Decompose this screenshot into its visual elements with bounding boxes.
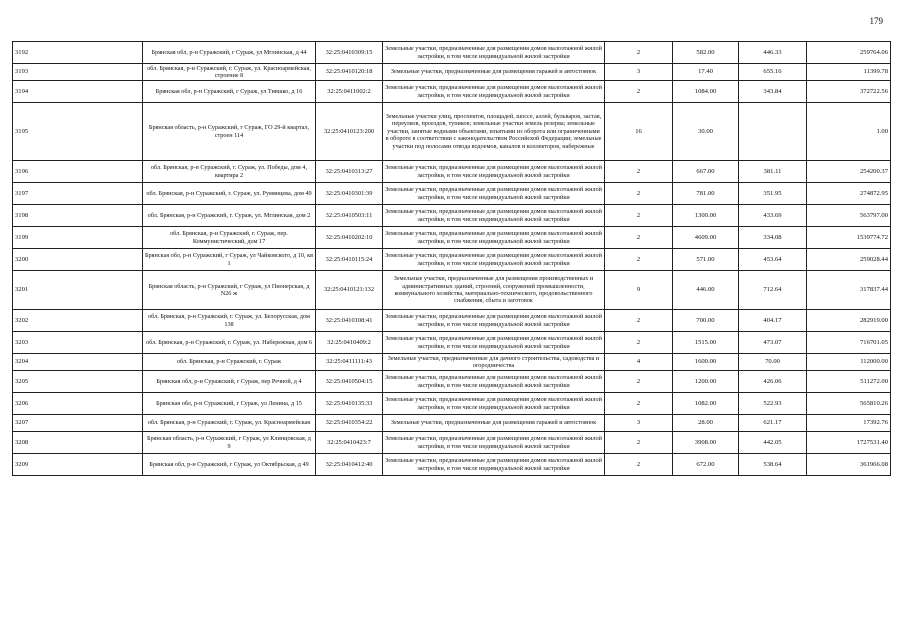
table-row: [13, 64, 891, 81]
row-number: 3201: [13, 271, 143, 310]
address-cell: обл. Брянская, р-н Суражский, г. Сураж: [143, 354, 316, 371]
row-number: 3206: [13, 393, 143, 415]
land-use-cell: Земельные участки, предназначенные для размещения гаражей и автостоянок: [383, 64, 605, 81]
use-group-cell: 3: [605, 415, 673, 432]
row-number: 3208: [13, 432, 143, 454]
cadastral-number-cell: 32:25:0410123:200: [316, 103, 383, 161]
use-group-cell: 3: [605, 64, 673, 81]
use-group-cell: 16: [605, 103, 673, 161]
use-group-cell: 2: [605, 454, 673, 476]
row-number: 3194: [13, 81, 143, 103]
row-number: 3192: [13, 42, 143, 64]
cadastral-number-cell: 32:25:0410412:40: [316, 454, 383, 476]
area-cell: 446.00: [673, 271, 739, 310]
land-use-cell: Земельные участки, предназначенные для размещения домов малоэтажной жилой застройки, в том числе индивидуальной жилой застройки: [383, 183, 605, 205]
cadastral-value-cell: 282919.00: [807, 310, 891, 332]
cadastral-value-cell: 511272.00: [807, 371, 891, 393]
area-cell: 1515.00: [673, 332, 739, 354]
area-cell: 4609.00: [673, 227, 739, 249]
table-row: [13, 415, 891, 432]
cadastral-value-cell: 565810.26: [807, 393, 891, 415]
area-cell: 30.00: [673, 103, 739, 161]
table-row: [13, 205, 891, 227]
address-cell: обл. Брянская, р-н Суражский, г. Сураж, ул. Белорусская, дом 138: [143, 310, 316, 332]
area-cell: 700.00: [673, 310, 739, 332]
address-cell: обл. Брянская, р-н Суражский, г. Сураж, ул. Набережная, дом 6: [143, 332, 316, 354]
specific-value-cell: 426.06: [739, 371, 807, 393]
cadastral-number-cell: 32:25:0411111:43: [316, 354, 383, 371]
table-body: [13, 42, 891, 476]
address-cell: Брянская обл, р-н Суражский, г Сураж, ул Мглинская, д 44: [143, 42, 316, 64]
area-cell: 1200.00: [673, 371, 739, 393]
table-row: [13, 271, 891, 310]
area-cell: 1600.00: [673, 354, 739, 371]
table-row: [13, 371, 891, 393]
table-row: [13, 332, 891, 354]
address-cell: обл. Брянская, р-н Суражский, г. Сураж, пер. Коммунистический, дом 17: [143, 227, 316, 249]
cadastral-number-cell: 32:25:0410120:18: [316, 64, 383, 81]
row-number: 3198: [13, 205, 143, 227]
land-use-cell: Земельные участки, предназначенные для размещения домов малоэтажной жилой застройки, в том числе индивидуальной жилой застройки: [383, 161, 605, 183]
land-use-cell: Земельные участки, предназначенные для размещения домов малоэтажной жилой застройки, в том числе индивидуальной жилой застройки: [383, 205, 605, 227]
table-row: [13, 354, 891, 371]
land-use-cell: Земельные участки, предназначенные для дачного строительства, садоводства и огородничества: [383, 354, 605, 371]
cadastral-value-cell: 716701.05: [807, 332, 891, 354]
table-row: [13, 227, 891, 249]
cadastral-number-cell: 32:25:0410354:22: [316, 415, 383, 432]
row-number: 3204: [13, 354, 143, 371]
address-cell: Брянская обл, р-н Суражский, г Сураж, ул Тившко, д 16: [143, 81, 316, 103]
address-cell: обл. Брянская, р-н Суражский, г. Сураж, ул. Мглинская, дом 2: [143, 205, 316, 227]
specific-value-cell: 433.69: [739, 205, 807, 227]
use-group-cell: 2: [605, 161, 673, 183]
area-cell: 17.40: [673, 64, 739, 81]
table-row: [13, 310, 891, 332]
table-row: [13, 103, 891, 161]
specific-value-cell: 538.64: [739, 454, 807, 476]
specific-value-cell: 446.33: [739, 42, 807, 64]
page-number: 179: [869, 16, 883, 26]
table-row: [13, 183, 891, 205]
specific-value-cell: 522.93: [739, 393, 807, 415]
specific-value-cell: 334.08: [739, 227, 807, 249]
cadastral-value-cell: 259028.44: [807, 249, 891, 271]
use-group-cell: 2: [605, 183, 673, 205]
specific-value-cell: 712.64: [739, 271, 807, 310]
cadastral-number-cell: 32:25:0411002:2: [316, 81, 383, 103]
row-number: 3197: [13, 183, 143, 205]
area-cell: 672.00: [673, 454, 739, 476]
address-cell: Брянская область, р-н Суражский, г Сураж, ул Клинцовская, д 9: [143, 432, 316, 454]
row-number: 3195: [13, 103, 143, 161]
row-number: 3199: [13, 227, 143, 249]
land-use-cell: Земельные участки, предназначенные для размещения домов малоэтажной жилой застройки, в том числе индивидуальной жилой застройки: [383, 81, 605, 103]
address-cell: обл. Брянская, р-н Суражский, г. Сураж, ул. Победы, дом 4, квартира 2: [143, 161, 316, 183]
area-cell: 781.00: [673, 183, 739, 205]
land-use-cell: Земельные участки, предназначенные для размещения домов малоэтажной жилой застройки, в том числе индивидуальной жилой застройки: [383, 393, 605, 415]
cadastral-number-cell: 32:25:0410135:33: [316, 393, 383, 415]
cadastral-number-cell: 32:25:0410115:24: [316, 249, 383, 271]
land-use-cell: Земельные участки, предназначенные для размещения домов малоэтажной жилой застройки, в том числе индивидуальной жилой застройки: [383, 249, 605, 271]
use-group-cell: 2: [605, 42, 673, 64]
cadastral-value-cell: 1727531.40: [807, 432, 891, 454]
land-use-cell: Земельные участки, предназначенные для размещения домов малоэтажной жилой застройки, в том числе индивидуальной жилой застройки: [383, 332, 605, 354]
table-row: [13, 454, 891, 476]
specific-value-cell: [739, 103, 807, 161]
area-cell: 28.00: [673, 415, 739, 432]
specific-value-cell: 343.84: [739, 81, 807, 103]
use-group-cell: 2: [605, 310, 673, 332]
cadastral-number-cell: 32:25:0410108:41: [316, 310, 383, 332]
table-row: [13, 161, 891, 183]
area-cell: 1082.00: [673, 393, 739, 415]
address-cell: обл. Брянская, р-н Суражский, г. Сураж, ул. Румянцева, дом 49: [143, 183, 316, 205]
address-cell: Брянская обл, р-н Суражский, г Сураж, ул Октябрьская, д 49: [143, 454, 316, 476]
address-cell: Брянская область, р-н Суражский, г Сураж, ул Пионерская, д N26 ж: [143, 271, 316, 310]
row-number: 3200: [13, 249, 143, 271]
cadastral-number-cell: 32:25:0410202:10: [316, 227, 383, 249]
specific-value-cell: 453.64: [739, 249, 807, 271]
area-cell: 1300.00: [673, 205, 739, 227]
cadastral-number-cell: 32:25:0410504:15: [316, 371, 383, 393]
table-row: [13, 249, 891, 271]
address-cell: Брянская обл, р-н Суражский, г Сураж, ул Ленина, д 15: [143, 393, 316, 415]
cadastral-number-cell: 32:25:0410309:15: [316, 42, 383, 64]
row-number: 3207: [13, 415, 143, 432]
row-number: 3203: [13, 332, 143, 354]
cadastral-value-cell: 1.00: [807, 103, 891, 161]
specific-value-cell: 351.95: [739, 183, 807, 205]
cadastral-value-cell: 11399.78: [807, 64, 891, 81]
table-row: [13, 81, 891, 103]
specific-value-cell: 473.07: [739, 332, 807, 354]
cadastral-value-cell: 17392.76: [807, 415, 891, 432]
use-group-cell: 2: [605, 393, 673, 415]
address-cell: обл. Брянская, р-н Суражский, г. Сураж, ул. Красноармейская: [143, 415, 316, 432]
cadastral-number-cell: 32:25:0410503:11: [316, 205, 383, 227]
land-use-cell: Земельные участки, предназначенные для размещения домов малоэтажной жилой застройки, в том числе индивидуальной жилой застройки: [383, 310, 605, 332]
cadastral-value-cell: 1539774.72: [807, 227, 891, 249]
cadastral-number-cell: 32:25:0410423:7: [316, 432, 383, 454]
use-group-cell: 2: [605, 227, 673, 249]
area-cell: 582.00: [673, 42, 739, 64]
specific-value-cell: 381.11: [739, 161, 807, 183]
specific-value-cell: 442.05: [739, 432, 807, 454]
address-cell: Брянская обл, р-н Суражский, г Сураж, пер Речной, д 4: [143, 371, 316, 393]
use-group-cell: 4: [605, 354, 673, 371]
specific-value-cell: 621.17: [739, 415, 807, 432]
row-number: 3193: [13, 64, 143, 81]
cadastral-value-cell: 361966.08: [807, 454, 891, 476]
address-cell: Брянская обл, р-н Суражский, г Сураж, ул Чайковского, д 10, кв 1: [143, 249, 316, 271]
use-group-cell: 9: [605, 271, 673, 310]
address-cell: Брянская область, р-н Суражский, г Сураж, ГО 29-й квартал, строен 114: [143, 103, 316, 161]
cadastral-value-cell: 317837.44: [807, 271, 891, 310]
land-use-cell: Земельные участки, предназначенные для размещения гаражей и автостоянок: [383, 415, 605, 432]
land-use-cell: Земельные участки, предназначенные для размещения домов малоэтажной жилой застройки, в том числе индивидуальной жилой застройки: [383, 42, 605, 64]
land-use-cell: Земельные участки, предназначенные для размещения домов малоэтажной жилой застройки, в том числе индивидуальной жилой застройки: [383, 454, 605, 476]
cadastral-value-cell: 372722.56: [807, 81, 891, 103]
address-cell: обл. Брянская, р-н Суражский, г. Сураж, ул. Красноармейская, строение 8: [143, 64, 316, 81]
use-group-cell: 2: [605, 249, 673, 271]
land-use-cell: Земельные участки, предназначенные для размещения производственных и административных зданий, строений, сооружений промышленности, коммунального хозяйства, материально-технического, продовольственного снабжения, сбыта и заготовок: [383, 271, 605, 310]
table-row: [13, 393, 891, 415]
land-registry-table: [12, 41, 891, 476]
area-cell: 1084.00: [673, 81, 739, 103]
specific-value-cell: 655.16: [739, 64, 807, 81]
land-use-cell: Земельные участки, предназначенные для размещения домов малоэтажной жилой застройки, в том числе индивидуальной жилой застройки: [383, 227, 605, 249]
cadastral-value-cell: 254200.37: [807, 161, 891, 183]
land-use-cell: Земельные участки, предназначенные для размещения домов малоэтажной жилой застройки, в том числе индивидуальной жилой застройки: [383, 371, 605, 393]
row-number: 3202: [13, 310, 143, 332]
cadastral-value-cell: 563797.00: [807, 205, 891, 227]
cadastral-value-cell: 274872.95: [807, 183, 891, 205]
area-cell: 3908.00: [673, 432, 739, 454]
row-number: 3205: [13, 371, 143, 393]
row-number: 3209: [13, 454, 143, 476]
table-row: [13, 432, 891, 454]
cadastral-value-cell: 259764.06: [807, 42, 891, 64]
use-group-cell: 2: [605, 205, 673, 227]
use-group-cell: 2: [605, 81, 673, 103]
cadastral-number-cell: 32:25:0410313:27: [316, 161, 383, 183]
cadastral-number-cell: 32:25:0410409:2: [316, 332, 383, 354]
use-group-cell: 2: [605, 332, 673, 354]
area-cell: 667.00: [673, 161, 739, 183]
land-use-cell: Земельные участки улиц, проспектов, площадей, шоссе, аллей, бульваров, застав, переулков, проездов, тупиков; земельные участки земель резерва; земельные участки, занятые водными объектами, изъятыми из оборота или ограниченными в обороте в соответствии с законодательством Российской Федерации; земельные участки под полосами отвода водоемов, каналов и коллекторов, набережные: [383, 103, 605, 161]
table-row: [13, 42, 891, 64]
use-group-cell: 2: [605, 432, 673, 454]
cadastral-value-cell: 112000.00: [807, 354, 891, 371]
land-use-cell: Земельные участки, предназначенные для размещения домов малоэтажной жилой застройки, в том числе индивидуальной жилой застройки: [383, 432, 605, 454]
specific-value-cell: 70.00: [739, 354, 807, 371]
cadastral-number-cell: 32:25:0410301:39: [316, 183, 383, 205]
area-cell: 571.00: [673, 249, 739, 271]
specific-value-cell: 404.17: [739, 310, 807, 332]
use-group-cell: 2: [605, 371, 673, 393]
cadastral-number-cell: 32:25:0410121:132: [316, 271, 383, 310]
row-number: 3196: [13, 161, 143, 183]
